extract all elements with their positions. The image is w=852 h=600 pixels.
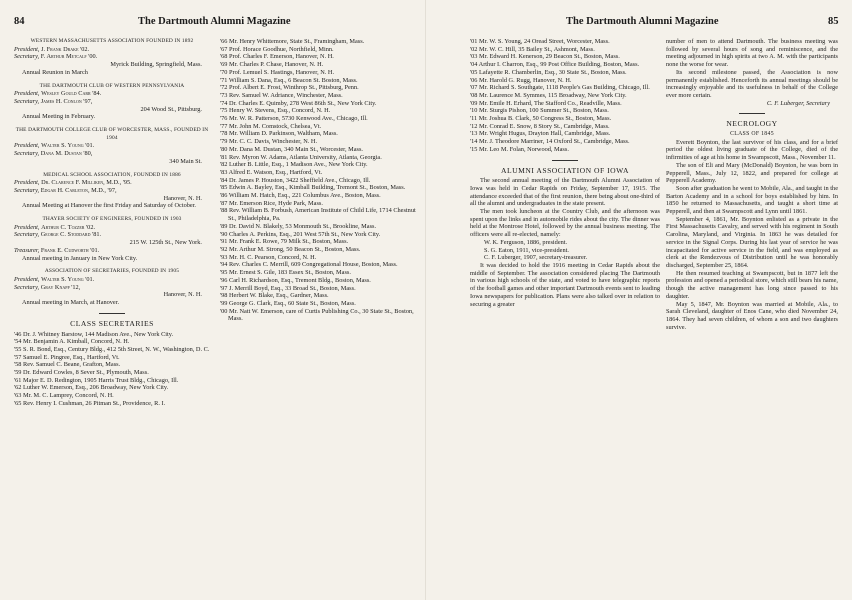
secretary-entry: '04 Arthur I. Charron, Esq., 99 Post Office Building, Boston, Mass. — [470, 61, 640, 69]
class-of-label: CLASS OF 1845 — [730, 131, 774, 138]
officer-name: James H. Conlon '97, — [40, 97, 93, 105]
association-block — [14, 127, 210, 166]
officer-title: President, — [14, 142, 40, 150]
left-page-number: 84 — [14, 16, 25, 27]
divider-rule — [739, 113, 765, 114]
association-block — [14, 38, 210, 77]
left-page-header: The Dartmouth Alumni Magazine — [138, 16, 291, 27]
secretary-entry: '02 Mr. W. C. Hill, 35 Bailey St., Ashmont, Mass. — [470, 45, 595, 53]
meeting-note: Annual Reunion in March — [22, 68, 88, 76]
secretary-entry: '73 Rev. Samuel W. Adriance, Winchester, Mass. — [220, 91, 343, 99]
officer-name: Gray Knapp '12, — [40, 283, 81, 291]
officer-title: Secretary, — [14, 97, 40, 105]
officer-name: Dana M. Dustan '80, — [40, 150, 93, 158]
secretary-entry: '99 George G. Clark, Esq., 60 State St., Boston, Mass. — [220, 299, 356, 307]
secretary-entry: '14 Mr. J. Theodore Marriner, 14 Oxford St., Cambridge, Mass. — [470, 138, 630, 146]
secretary-entry: '95 Mr. Ernest S. Gile, 183 Essex St., Boston, Mass. — [220, 269, 351, 277]
secretary-entry: '82 Luther B. Little, Esq., 1 Madison Ave., New York City. — [220, 161, 368, 169]
officer-line — [14, 90, 210, 98]
officer-name: J. Frank Drake '02. — [41, 45, 90, 53]
meeting-note: Annual Meeting at Hanover the first Friday and Saturday of October. — [22, 202, 196, 210]
meeting-note: Annual Meeting in February. — [22, 113, 96, 121]
meeting-note: Annual meeting in January in New York City. — [22, 254, 138, 262]
secretary-entry: '07 Mr. Richard S. Southgate, 1118 People's Gas Building, Chicago, Ill. — [470, 84, 650, 92]
officer-name: Arthur C. Tozzer '02. — [41, 223, 96, 231]
secretary-entry: '86 William M. Hatch, Esq., 221 Columbus Ave., Boston, Mass. — [220, 192, 381, 200]
necrology-paragraph: He then resumed teaching at Swampscott, but in 1877 left the profession and opened a periodical store, which still bears his name, though the active management has long since passed to his daughter. — [666, 269, 838, 300]
officer-title: Secretary, — [14, 283, 40, 291]
secretary-entry: '10 Mr. Sturgis Pishon, 100 Summer St., Boston, Mass. — [470, 107, 609, 115]
right-page — [426, 0, 852, 600]
secretary-entry: '96 Carl H. Richardson, Esq., Tremont Bldg., Boston, Mass. — [220, 276, 371, 284]
secretary-entry: '85 Edwin A. Bayley, Esq., Kimball Building, Tremont St., Boston, Mass. — [220, 184, 406, 192]
iowa-officer: S. G. Eaton, 1911, vice-president. — [484, 246, 569, 254]
association-block — [14, 216, 210, 262]
secretary-entry: '76 Mr. W. R. Patterson, 5730 Kenwood Ave., Chicago, Ill. — [220, 115, 368, 123]
secretary-entry: '90 Charles A. Perkins, Esq., 201 West 57th St., New York City. — [220, 230, 381, 238]
secretary-entry: '54 Mr. Benjamin A. Kimball, Concord, N. H. — [14, 338, 130, 346]
officer-title: Treasurer, — [14, 246, 40, 254]
secretary-entry: '84 Dr. James P. Houston, 3422 Sheffield Ave., Chicago, Ill. — [220, 176, 371, 184]
secretaries-list-2 — [220, 38, 416, 323]
secretary-entry: '70 Prof. Lemuel S. Hastings, Hanover, N. H. — [220, 68, 335, 76]
right-column-2 — [666, 38, 838, 331]
officer-title: President, — [14, 275, 40, 283]
iowa-officer: W. K. Ferguson, 1886, president. — [484, 238, 568, 246]
secretary-entry: '67 Prof. Horace Goodhue, Northfield, Minn. — [220, 45, 334, 53]
officer-title: President, — [14, 45, 40, 53]
officer-title: President, — [14, 223, 40, 231]
necrology-paragraph: September 4, 1861, Mr. Boynton enlisted as a private in the First Massachusetts Cavalry, and served with his regiment in South Carolina, Maryland, and Virginia. In 1863 he was detailed for service in the Signal Corps. During his last year of service he was incapacitated for active service in the field, and was employed as clerk at the Rendezvous of Distribution until he was honorably discharged, September 25, 1864. — [666, 215, 838, 269]
secretary-entry: '55 S. R. Bond, Esq., Century Bldg., 412 5th Street, N. W., Washington, D. C. — [14, 345, 210, 353]
iowa-paragraph: It was decided to hold the 1916 meeting in Cedar Rapids about the middle of September. The association considered placing The Dartmouth in various high schools of the state, and voted to have telegraphic reports of the football games and other important Dartmouth events sent to leading Iowa newspapers for publication. Plans were also talked over in relation to securing a greater — [470, 261, 660, 308]
officer-name: Frank E. Cudworth '01. — [40, 246, 100, 254]
secretary-entry: '13 Mr. Wright Hugus, Drayton Hall, Cambridge, Mass. — [470, 130, 611, 138]
officer-title: Secretary, — [14, 186, 40, 194]
officer-name: Walter S. Young '01. — [41, 275, 95, 283]
association-block — [14, 83, 210, 122]
secretary-entry: '91 Mr. Frank E. Rowe, 79 Milk St., Boston, Mass. — [220, 238, 349, 246]
secretary-entry: '05 Lafayette R. Chamberlin, Esq., 30 State St., Boston, Mass. — [470, 68, 627, 76]
secretary-entry: '80 Mr. Dana M. Dustan, 340 Main St., Worcester, Mass. — [220, 145, 363, 153]
officer-title: President, — [14, 179, 40, 187]
secretary-entry: '77 Mr. John M. Comstock, Chelsea, Vt. — [220, 122, 322, 130]
secretary-entry: '57 Samuel E. Pingree, Esq., Hartford, Vt. — [14, 353, 120, 361]
officer-name: Walter S. Young '01. — [41, 142, 95, 150]
officer-address: 340 Main St. — [169, 157, 202, 165]
secretary-entry: '83 Alfred E. Watson, Esq., Hartford, Vt. — [220, 168, 323, 176]
secretary-entry: '68 Prof. Charles F. Emerson, Hanover, N. H. — [220, 53, 334, 61]
secretary-entry: '93 Mr. H. C. Pearson, Concord, N. H. — [220, 253, 317, 261]
officer-address: Myrick Building, Springfield, Mass. — [110, 61, 202, 69]
secretary-entry: '81 Rev. Myron W. Adams, Atlanta University, Atlanta, Georgia. — [220, 153, 382, 161]
officer-name: Edgar H. Carleton, M.D., '97, — [40, 186, 117, 194]
secretary-entry: '09 Mr. Emile H. Erhard, The Stafford Co., Readville, Mass. — [470, 99, 622, 107]
officer-line — [14, 53, 210, 61]
secretary-entry: '97 J. Merrill Boyd, Esq., 33 Broad St., Boston, Mass. — [220, 284, 356, 292]
association-heading: THE DARTMOUTH CLUB OF WESTERN PENNSYLVANIA — [39, 82, 185, 89]
secretary-entry: '71 William S. Dana, Esq., 6 Beacon St. Boston, Mass. — [220, 76, 358, 84]
association-heading: THAYER SOCIETY OF ENGINEERS, FOUNDED IN 1903 — [42, 216, 182, 223]
officer-title: Secretary, — [14, 231, 40, 239]
divider-rule — [99, 313, 125, 314]
secretary-entry: '06 Mr. Harold G. Rugg, Hanover, N. H. — [470, 76, 572, 84]
necrology-text — [666, 139, 838, 332]
officer-line — [14, 224, 210, 232]
officer-line — [14, 150, 210, 158]
officer-line — [14, 142, 210, 150]
officer-title: President, — [14, 90, 40, 98]
secretary-entry: '62 Luther W. Emerson, Esq., 206 Broadway, New York City. — [14, 384, 169, 392]
necrology-paragraph: May 5, 1847, Mr. Boynton was married at Mobile, Ala., to Sarah Cleveland, daughter of Enos Cane, who died November 24, 1864. They had seven children, of whom a son and two daughters survive. — [666, 300, 838, 331]
secretaries-list-1 — [14, 331, 210, 408]
officer-name: Wesley Gould Carr '84. — [41, 90, 102, 98]
officer-line — [14, 276, 210, 284]
officer-name: Dr. Clarence F. Milliken, M.D., '95. — [41, 179, 132, 187]
secretary-entry: '72 Prof. Albert E. Frost, Winthrop St., Pittsburg, Penn. — [220, 84, 359, 92]
secretary-entry: '75 Henry W. Stevens, Esq., Concord, N. H. — [220, 107, 331, 115]
secretary-entry: '88 Rev. William B. Forbush, American Institute of Child Life, 1714 Chestnut St., Philadelphia, Pa. — [220, 207, 416, 223]
association-heading: WESTERN MASSACHUSETTS ASSOCIATION FOUNDED IN 1892 — [30, 38, 194, 44]
necrology-paragraph: The son of Eli and Mary (McDonald) Boynton, he was born in Pepperell, Mass., July 12, 1822, and prepared for college at Pepperell Academy. — [666, 161, 838, 185]
right-page-number: 85 — [828, 16, 839, 27]
officer-line — [14, 46, 210, 54]
iowa-officer: C. F. Luberger, 1907, secretary-treasurer. — [484, 254, 588, 262]
associations-list — [14, 38, 210, 307]
secretary-entry: '87 Mr. Emerson Rice, Hyde Park, Mass. — [220, 199, 323, 207]
right-column-1 — [470, 38, 660, 308]
secretary-entry: '03 Mr. Edward H. Kenerson, 29 Beacon St., Boston, Mass. — [470, 53, 620, 61]
associations-column — [14, 38, 210, 408]
secretary-signature: C. F. Luberger, Secretary — [766, 99, 830, 107]
secretary-entry: '92 Mr. Arthur M. Strong, 50 Beacon St., Boston, Mass. — [220, 245, 361, 253]
iowa-paragraph: The men took luncheon at the Country Club, and the afternoon was spent upon the links and in automobile rides about the city. The dinner was held at the Montrose Hotel, followed by the annual business meeting. The officers were all re-elected, namely: — [470, 208, 660, 239]
secretary-entry: '66 Mr. Henry Whittemore, State St., Framingham, Mass. — [220, 38, 365, 45]
officer-title: Secretary, — [14, 53, 40, 61]
secretary-entry: '89 Dr. David N. Blakely, 53 Monmouth St., Brookline, Mass. — [220, 222, 377, 230]
iowa-title: ALUMNI ASSOCIATION OF IOWA — [501, 165, 629, 175]
secretary-entry: '11 Mr. Joshua B. Clark, 50 Congress St., Boston, Mass. — [470, 115, 612, 123]
officer-address: 204 Wood St., Pittsburg. — [140, 105, 202, 113]
necrology-paragraph: Everett Boynton, the last survivor of his class, and for a brief period the oldest living graduate of the College, died of the infirmities of age at his home in Swampscott, Mass., November 11. — [666, 138, 838, 162]
secretaries-list-3 — [470, 38, 660, 154]
secretary-entry: '94 Rev. Charles C. Merrill, 609 Congregational House, Boston, Mass. — [220, 261, 398, 269]
secretary-entry: '58 Rev. Samuel C. Beane, Grafton, Mass. — [14, 361, 121, 369]
secretary-entry: '61 Major E. D. Redington, 1905 Harris Trust Bldg., Chicago, Ill. — [14, 376, 179, 384]
officer-line — [14, 98, 210, 106]
officer-address: Hanover, N. H. — [163, 194, 202, 202]
officer-line — [14, 284, 210, 292]
officer-line — [14, 179, 210, 187]
class-secretaries-title: CLASS SECRETARIES — [70, 318, 154, 328]
secretary-entry: '63 Mr. M. C. Lamprey, Concord, N. H. — [14, 392, 114, 400]
secretary-entry: '65 Rev. Henry I. Cushman, 26 Pitman St., Providence, R. I. — [14, 399, 166, 407]
secretary-entry: '15 Mr. Leo M. Folan, Norwood, Mass. — [470, 145, 569, 153]
iowa-paragraph: The second annual meeting of the Dartmouth Alumni Association of Iowa was held in Cedar Rapids on Friday, September 17, 1915. The attendance exceeded that of the first reunion, there being about one-third of all the alumni and undergraduates in the state present. — [470, 177, 660, 208]
meeting-note: Annual meeting in March, at Hanover. — [22, 299, 120, 307]
officer-name: George C. Stoddard '81. — [40, 231, 102, 239]
secretary-entry: '59 Dr. Edward Cowles, 8 Sever St., Plymouth, Mass. — [14, 369, 149, 377]
secretary-entry: '01 Mr. W. S. Young, 24 Oread Street, Worcester, Mass. — [470, 38, 610, 45]
association-heading: THE DARTMOUTH COLLEGE CLUB OF WORCESTER, MASS., FOUNDED IN 1904 — [15, 127, 209, 141]
officer-line — [14, 231, 210, 239]
iowa-continued-paragraph: Its second milestone passed, the Association is now permanently established. Henceforth its annual meetings should be increasingly enjoyable and its usefulness in behalf of the College ever more certain. — [666, 68, 838, 99]
officer-address: 215 W. 125th St., New York. — [129, 239, 202, 247]
secretary-entry: '78 Mr. William D. Parkinson, Waltham, Mass. — [220, 130, 338, 138]
divider-rule — [552, 160, 578, 161]
association-heading: ASSOCIATION OF SECRETARIES, FOUNDED IN 1905 — [44, 268, 180, 275]
secretaries-column-2 — [220, 38, 416, 323]
secretary-entry: '98 Herbert W. Blake, Esq., Gardner, Mass. — [220, 292, 329, 300]
association-block — [14, 172, 210, 211]
officer-name: F. Arthur Metcalf '00. — [40, 53, 98, 61]
secretary-entry: '69 Mr. Charles P. Chase, Hanover, N. H. — [220, 61, 324, 69]
secretary-entry: '74 Dr. Charles E. Quimby, 278 West 86th St., New York City. — [220, 99, 377, 107]
officer-line — [14, 187, 210, 195]
association-heading: MEDICAL SCHOOL ASSOCIATION, FOUNDED IN 1886 — [43, 171, 181, 178]
necrology-title: NECROLOGY — [726, 119, 778, 129]
officer-address: Hanover, N. H. — [163, 291, 202, 299]
officer-title: Secretary, — [14, 150, 40, 158]
secretary-entry: '46 Dr. J. Whitney Barstow, 144 Madison Ave., New York City. — [14, 330, 174, 338]
right-page-header: The Dartmouth Alumni Magazine — [566, 16, 719, 27]
secretary-entry: '12 Mr. Conrad E. Snow, 8 Story St., Cambridge, Mass. — [470, 122, 610, 130]
necrology-paragraph: Soon after graduation he went to Mobile, Ala., and taught in the Barton Academy and in a school for boys established by him. In 1850 he returned to Massachusetts, and taught a short time at Pepperell, and then at Swampscott and Lynn until 1861. — [666, 184, 838, 216]
secretary-entry: '08 Mr. Laurence M. Symmes, 115 Broadway, New York City. — [470, 91, 627, 99]
iowa-continued-paragraph: number of men to attend Dartmouth. The business meeting was followed by several hours of song and reminiscence, and the meeting adjourned in high spirits at two A. M. with the participants none the worse for wear. — [666, 38, 838, 69]
secretary-entry: '00 Mr. Natt W. Emerson, care of Curtis Publishing Co., 30 State St., Boston, Mass. — [220, 307, 414, 323]
officer-line — [14, 247, 210, 255]
association-block — [14, 268, 210, 307]
secretary-entry: '79 Mr. C. C. Davis, Winchester, N. H. — [220, 138, 318, 146]
